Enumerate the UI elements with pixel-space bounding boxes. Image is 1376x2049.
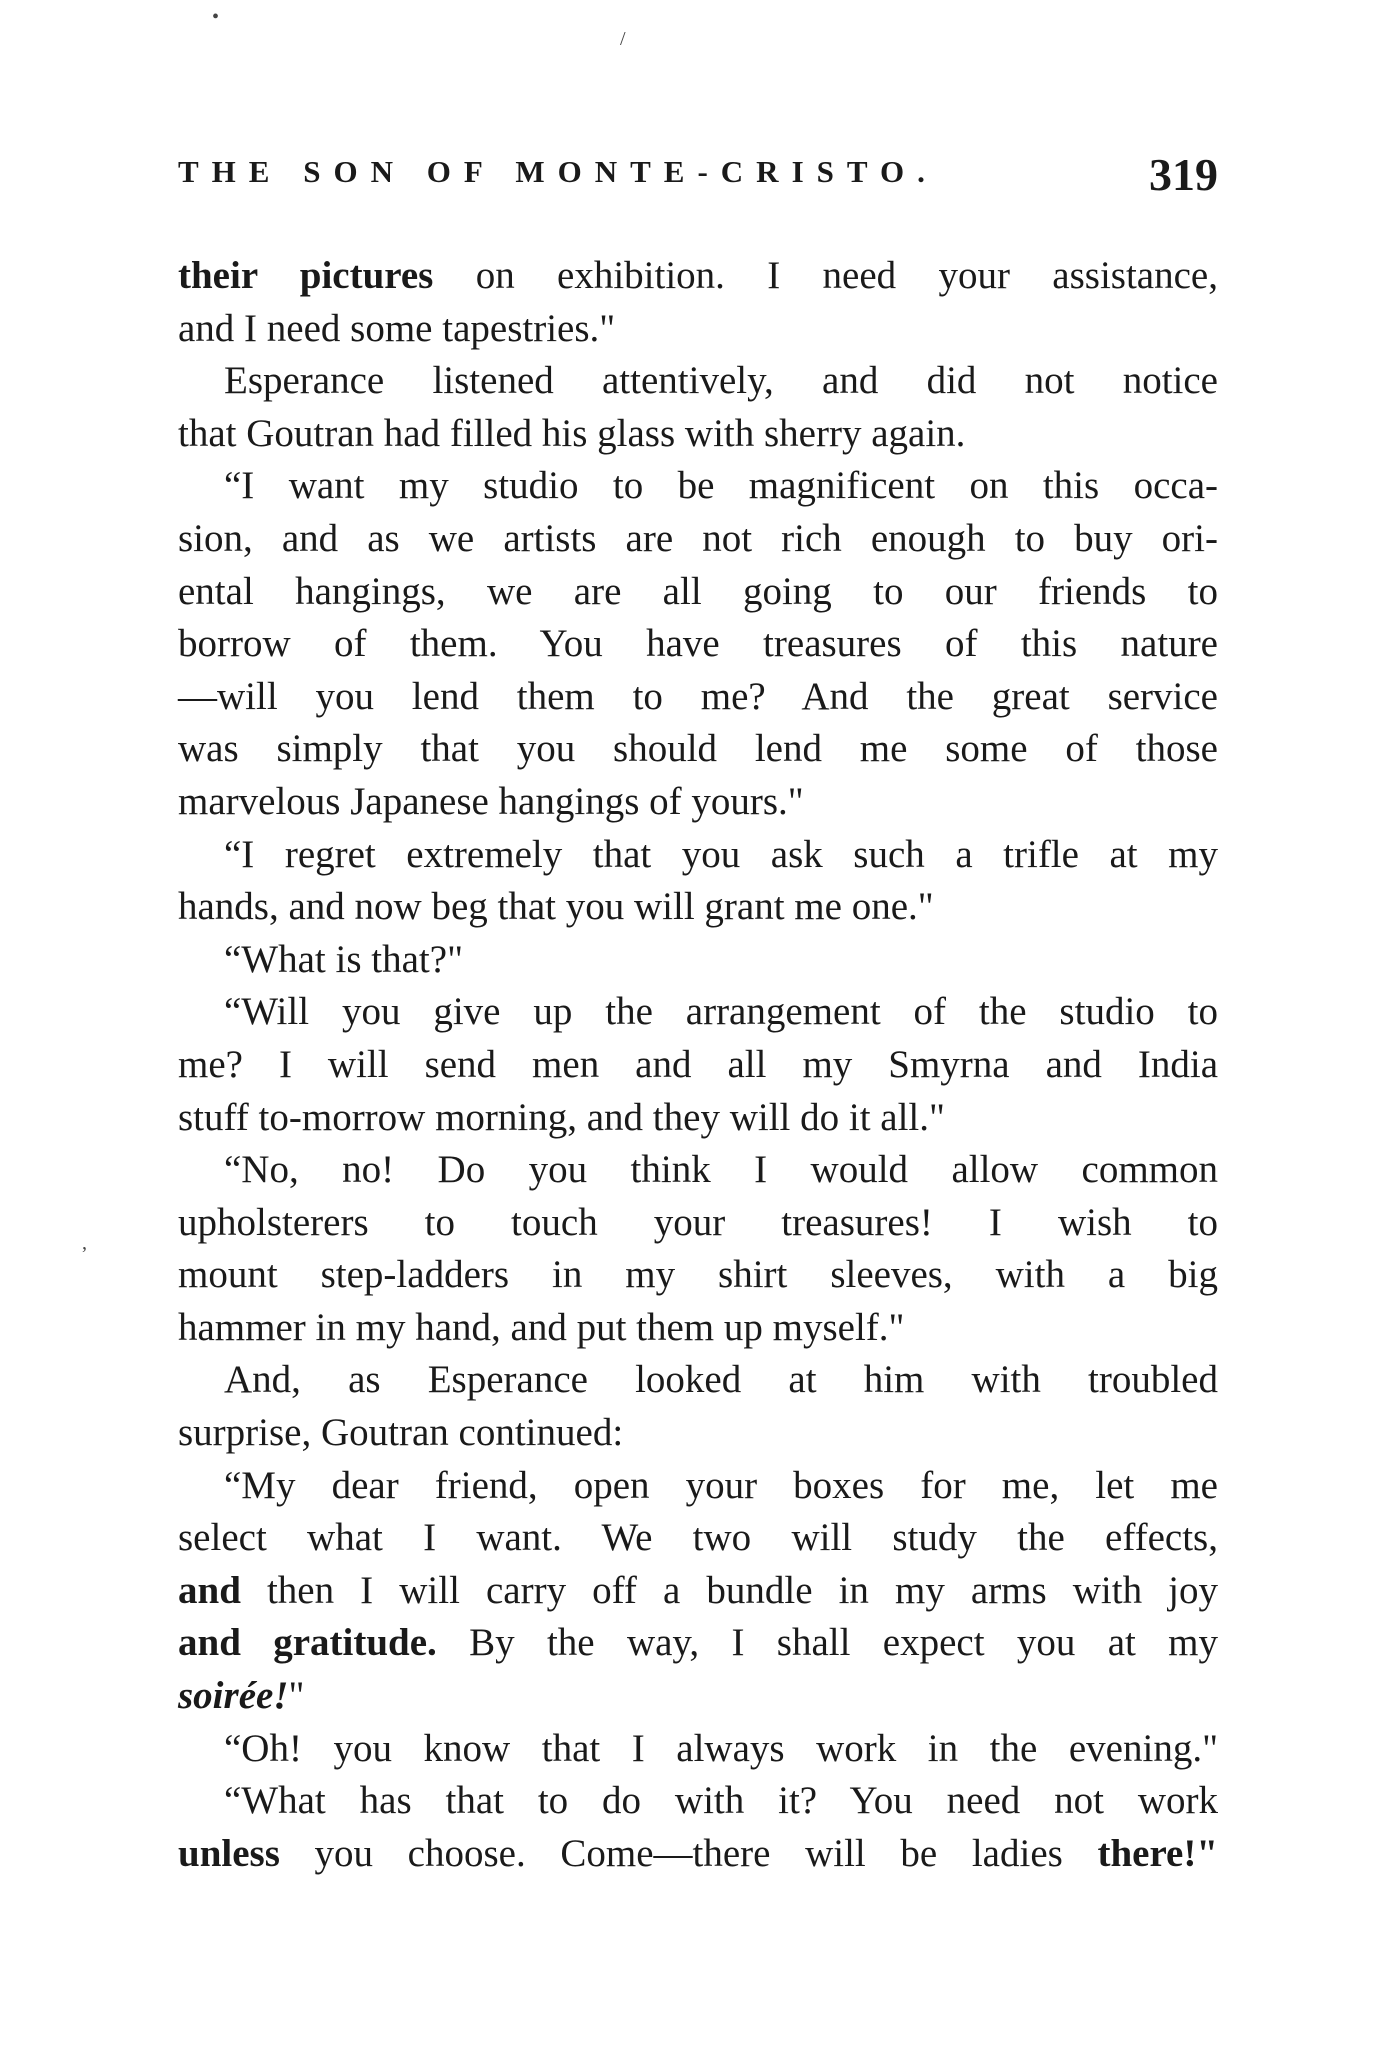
text-line: “No, no! Do you think I would allow common bbox=[224, 1148, 1218, 1192]
text-run: and bbox=[178, 1568, 241, 1612]
text-line: marvelous Japanese hangings of yours." bbox=[178, 779, 804, 823]
print-speck: / bbox=[620, 28, 626, 50]
page-header bbox=[178, 148, 1218, 208]
running-title: THE SON OF MONTE-CRISTO. bbox=[178, 154, 938, 189]
text-run: you choose. Come—there will be ladies bbox=[314, 1831, 1063, 1875]
text-run: soirée! bbox=[178, 1674, 289, 1718]
text-line: and I need some tapestries." bbox=[178, 306, 616, 350]
text-line: me? I will send men and all my Smyrna and India bbox=[178, 1042, 1218, 1086]
text-run: on exhibition. I need your assistance, bbox=[475, 254, 1218, 297]
text-run: By the way, I shall expect you at my bbox=[469, 1621, 1219, 1665]
text-line: select what I want. We two will study the effects, bbox=[178, 1516, 1218, 1560]
text-run: and gratitude. bbox=[178, 1621, 437, 1665]
text-line: ental hangings, we are all going to our friends to bbox=[178, 569, 1218, 613]
text-line: —will you lend them to me? And the great service bbox=[178, 674, 1218, 718]
text-line: “I want my studio to be magnificent on this occa- bbox=[224, 464, 1218, 508]
text-line: borrow of them. You have treasures of this nature bbox=[178, 622, 1218, 666]
text-line: hands, and now beg that you will grant me one." bbox=[178, 885, 934, 929]
text-line: hammer in my hand, and put them up myself." bbox=[178, 1305, 905, 1349]
text-line bbox=[178, 1828, 1218, 1881]
text-line: Esperance listened attentively, and did not notice bbox=[224, 359, 1218, 403]
text-line bbox=[178, 1670, 1218, 1723]
text-line bbox=[178, 1565, 1218, 1618]
text-line: upholsterers to touch your treasures! I wish to bbox=[178, 1200, 1218, 1244]
text-line: And, as Esperance looked at him with troubled bbox=[224, 1358, 1218, 1402]
text-line: sion, and as we artists are not rich enough to buy ori- bbox=[178, 516, 1218, 560]
text-line: “My dear friend, open your boxes for me, let me bbox=[224, 1463, 1218, 1507]
text-line: mount step-ladders in my shirt sleeves, with a big bbox=[178, 1253, 1218, 1297]
text-line: “What is that?" bbox=[224, 937, 463, 981]
text-line: “What has that to do with it? You need not work bbox=[224, 1779, 1218, 1823]
text-line: surprise, Goutran continued: bbox=[178, 1411, 624, 1455]
text-line: stuff to-morrow morning, and they will do it all." bbox=[178, 1095, 945, 1139]
text-line: “I regret extremely that you ask such a trifle at my bbox=[224, 832, 1218, 876]
text-run: there!" bbox=[1097, 1831, 1218, 1875]
text-run: " bbox=[288, 1674, 305, 1718]
text-line bbox=[178, 1617, 1218, 1670]
text-line: “Oh! you know that I always work in the evening." bbox=[224, 1726, 1218, 1770]
text-run: then I will carry off a bundle in my arms with joy bbox=[266, 1568, 1219, 1612]
print-speck: • bbox=[212, 6, 220, 28]
text-line: was simply that you should lend me some of those bbox=[178, 727, 1218, 771]
body-text bbox=[178, 250, 1218, 1880]
text-line: “Will you give up the arrangement of the studio to bbox=[224, 990, 1218, 1034]
page-number: 319 bbox=[1149, 149, 1218, 200]
text-line bbox=[178, 250, 1218, 303]
print-speck: , bbox=[82, 1232, 87, 1254]
text-run: their pictures bbox=[178, 254, 434, 297]
text-line: that Goutran had filled his glass with sherry again. bbox=[178, 411, 966, 455]
text-run: unless bbox=[178, 1831, 280, 1875]
